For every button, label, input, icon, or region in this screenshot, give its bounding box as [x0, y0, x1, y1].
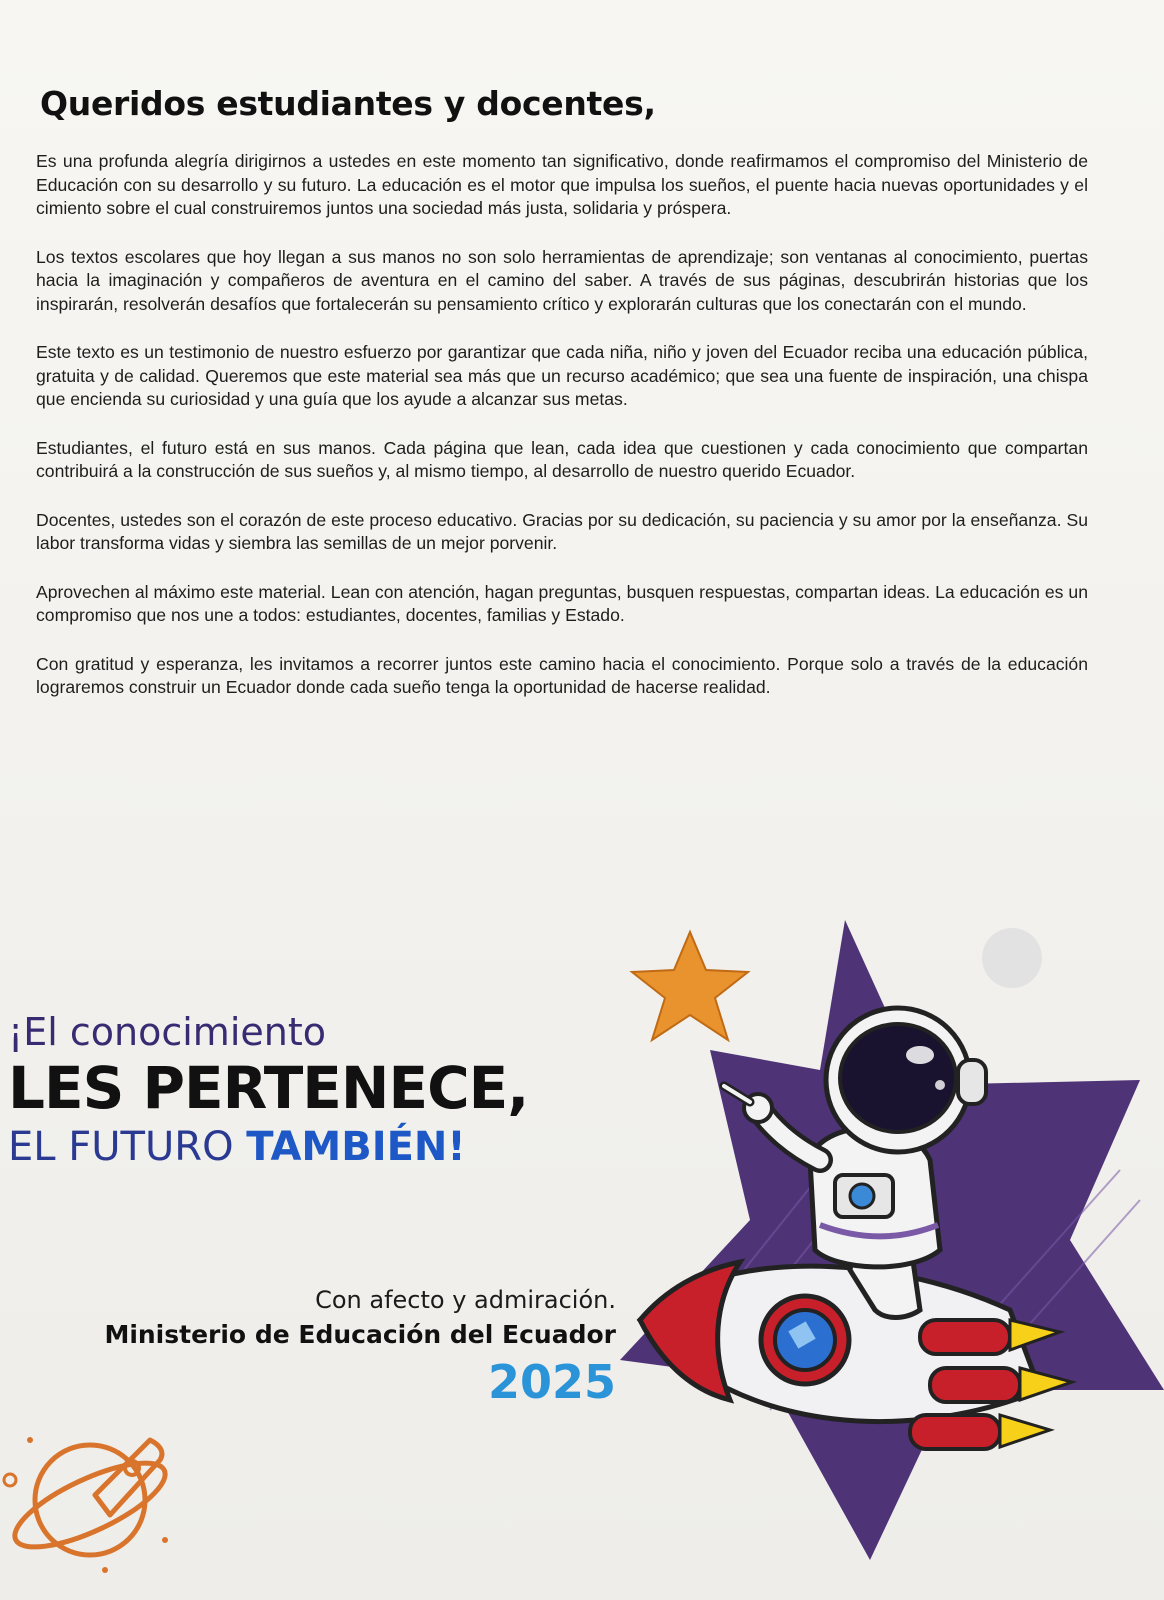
letter-paragraph: Con gratitud y esperanza, les invitamos a recorrer juntos este camino hacia el conocimiento. Porque solo a través de la educación lograremos construir un Ecuador donde cada sueño tenga la oportunidad de hacerse realidad. — [36, 653, 1088, 697]
decor-circle — [982, 928, 1042, 988]
signature-block — [104, 1283, 616, 1411]
letter-paragraph: Es una profunda alegría dirigirnos a ustedes en este momento tan significativo, donde reafirmamos el compromiso del Ministerio de Educación con su desarrollo y su futuro. La educación es el motor que impulsa los sueños, el puente hacia nuevas oportunidades y el cimiento sobre el cual construiremos juntos una sociedad más justa, solidaria y próspera. — [36, 151, 1088, 218]
letter-paragraph: Docentes, ustedes son el corazón de este proceso educativo. Gracias por su dedicación, su paciencia y su amor por la enseñanza. Su labor transforma vidas y siembra las semillas de un mejor porvenir. — [36, 509, 1088, 553]
orange-star-icon — [632, 932, 748, 1040]
signature-closing: Con afecto y admiración. — [315, 1286, 616, 1314]
letter-greeting: Queridos estudiantes y docentes, — [40, 84, 656, 123]
letter-paragraph: Los textos escolares que hoy llegan a sus manos no son solo herramientas de aprendizaje; son ventanas al conocimiento, puertas hacia la imaginación y compañeros de aventura en el camino del saber. A través de sus páginas, descubrirán historias que los inspirarán, resolverán desafíos que fortalecerán su pensamiento crítico y explorarán culturas que los conectarán con el mundo. — [36, 246, 1088, 314]
letter-paragraph: Aprovechen al máximo este material. Lean con atención, hagan preguntas, busquen respuestas, compartan ideas. La educación es un compromiso que nos une a todos: estudiantes, docentes, familias y Estado. — [36, 581, 1088, 625]
signature-year: 2025 — [487, 1355, 616, 1409]
astronaut-rocket-illustration — [620, 920, 1164, 1600]
slogan-line-2: LES PERTENECE, — [8, 1054, 529, 1122]
slogan-line-3 — [8, 1122, 648, 1172]
slogan-line-3-strong: TAMBIÉN! — [246, 1124, 466, 1170]
letter-body — [36, 150, 1088, 725]
letter-paragraph: Este texto es un testimonio de nuestro esfuerzo por garantizar que cada niña, niño y joven del Ecuador reciba una educación pública, gratuita y de calidad. Queremos que este material sea más que un recurso académico; que sea una fuente de inspiración, una chispa que encienda su curiosidad y una guía que los ayude a alcanzar sus metas. — [36, 342, 1088, 409]
slogan-line-1: ¡El conocimiento — [8, 1010, 326, 1054]
signature-ministry: Ministerio de Educación del Ecuador — [104, 1320, 616, 1349]
slogan-line-3-light: EL FUTURO — [8, 1124, 234, 1170]
letter-paragraph: Estudiantes, el futuro está en sus manos. Cada página que lean, cada idea que cuestionen y cada conocimiento que compartan contribuirá a la construcción de sus sueños y, al mismo tiempo, al desarrollo de nuestro querido Ecuador. — [36, 437, 1088, 481]
planet-rocket-icon — [0, 1410, 190, 1580]
slogan — [8, 1010, 648, 1172]
